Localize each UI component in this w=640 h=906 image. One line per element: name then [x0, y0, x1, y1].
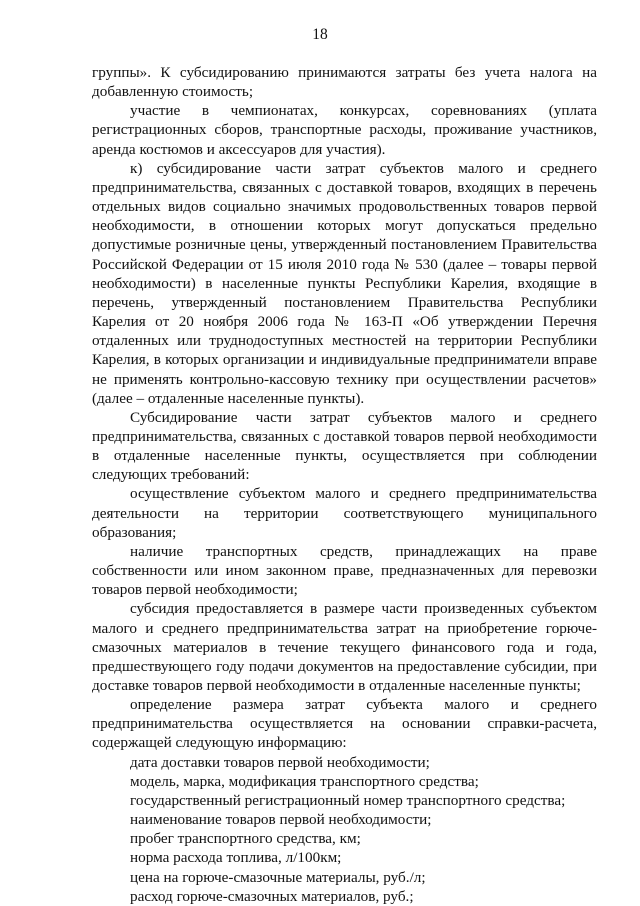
list-item: дата доставки товаров первой необходимости; — [130, 753, 430, 771]
list-item: государственный регистрационный номер транспортного средства; — [130, 791, 566, 809]
paragraph: наличие транспортных средств, принадлежащих на праве собственности или ином законном праве, предназначенных для перевозки товаров первой необходимости; — [92, 542, 597, 599]
paragraph: участие в чемпионатах, конкурсах, соревнованиях (уплата регистрационных сборов, транспортные расходы, проживание участников, аренда костюмов и аксессуаров для участия). — [92, 102, 597, 158]
list-item: расход горюче-смазочных материалов, руб.; — [130, 887, 414, 905]
page-number: 18 — [312, 26, 328, 43]
paragraph: определение размера затрат субъекта малого и среднего предпринимательства осуществляется на основании справки-расчета, содержащей следующую информацию: — [92, 696, 597, 752]
list-item: цена на горюче-смазочные материалы, руб./л; — [130, 868, 426, 886]
list-item: норма расхода топлива, л/100км; — [130, 849, 342, 867]
paragraph: к) субсидирование части затрат субъектов малого и среднего предпринимательства, связанных с доставкой товаров, входящих в перечень отдельных видов социально значимых продовольственных товаров первой необходимости, в отношении которых могут допускаться предельно допустимые розничные цены, утвержденный постановлением Правительства Российской Федерации от 15 июля 2010 года № 530 (далее – товары первой необходимости) в населенные пункты Республики Карелия, входящие в перечень, утвержденный постановлением Правительства Республики Карелия от 20 ноября 2006 года № 163-П «Об утверждении Перечня отдаленных или труднодоступных местностей на территории Республики Карелия, в которых организации и индивидуальные предприниматели вправе не применять контрольно-кассовую технику при осуществлении расчетов» (далее – отдаленные населенные пункты). — [92, 159, 597, 407]
paragraph: осуществление субъектом малого и среднего предпринимательства деятельности на территории соответствующего муниципального образования; — [92, 485, 597, 541]
list-item: наименование товаров первой необходимости; — [130, 811, 432, 829]
paragraph: субсидия предоставляется в размере части произведенных субъектом малого и среднего предпринимательства затрат на приобретение горюче-смазочных материалов в течение текущего финансового года и года, предшествующего году подачи документов на предоставление субсидии, при доставке товаров первой необходимости в отдаленные населенные пункты; — [92, 600, 597, 694]
paragraph: группы». К субсидированию принимаются затраты без учета налога на добавленную стоимость; — [92, 64, 597, 101]
paragraph: Субсидирование части затрат субъектов малого и среднего предпринимательства, связанных с доставкой товаров первой необходимости в отдаленные населенные пункты, осуществляется при соблюдении следующих требований: — [92, 408, 597, 484]
document-body — [92, 63, 597, 906]
list-item: пробег транспортного средства, км; — [130, 830, 361, 848]
list-item: модель, марка, модификация транспортного средства; — [130, 772, 479, 790]
